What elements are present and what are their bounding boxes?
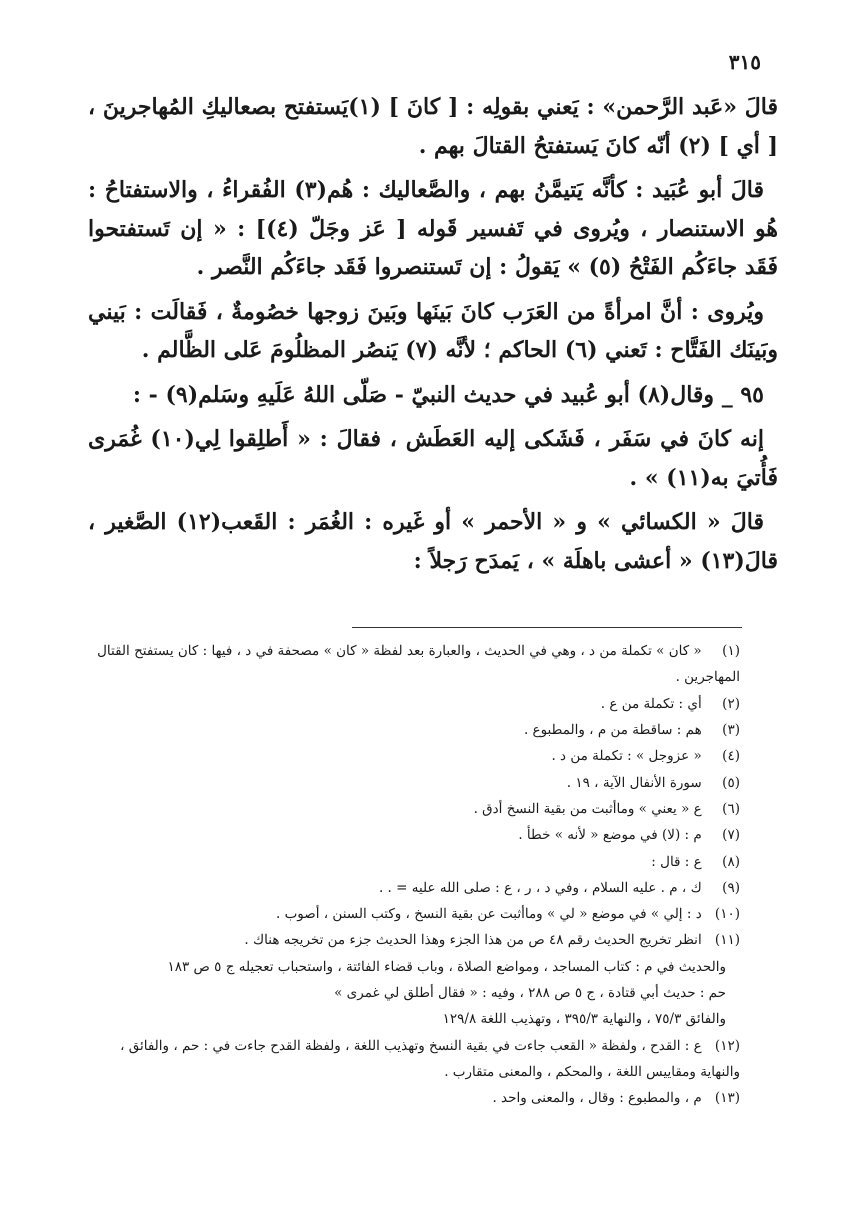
footnote-text: أي : تكملة من ع . bbox=[600, 695, 702, 712]
hadith-heading: ٩٥ _ وقال(٨) أبو عُبيد في حديث النبيّ - صَلّى اللهُ عَلَيهِ وسَلم(٩) - : bbox=[132, 381, 764, 408]
footnote-number: (١) bbox=[722, 643, 740, 659]
footnote-number: (٢) bbox=[722, 695, 740, 712]
paragraph: ويُروى : أنَّ امرأةً من العَرَب كانَ بَينَها وبَينَ زوجها خصُومةٌ ، فَقالَت : بَيني وبَينَك الفَتَّاح : تَعني (٦) الحاكم ؛ لأنَّه (٧) يَنصُر المظلُومَ عَلى الظَّالم . bbox=[88, 298, 778, 363]
footnote bbox=[96, 717, 740, 743]
footnote-text: ع « يعني » وماأثبت من بقية النسخ أدق . bbox=[473, 800, 702, 817]
footnote bbox=[96, 927, 740, 953]
footnote bbox=[96, 822, 740, 848]
footnote-number: (٨) bbox=[722, 853, 740, 870]
footnote-text: « عزوجل » : تكملة من د . bbox=[551, 748, 702, 765]
paragraph: قالَ أبو عُبَيد : كأنَّه يَتيمَّنُ بهم ، والصَّعاليك : هُم(٣) الفُقراءُ ، والاستفتاحُ : هُو الاستنصار ، ويُروى في تَفسير قَوله [ عَز وجَلّ (٤)] : « إن تَستفتحوا فَقَد جاءَكُم الفَتْحُ (٥) » يَقولُ : إن تَستنصروا فَقَد جاءَكُم النَّصر . bbox=[88, 177, 778, 280]
footnote bbox=[96, 638, 740, 691]
paragraph: قالَ « الكسائي » و « الأحمر » أو غَيره : الغُمَر : القَعب(١٢) الصَّغير ، قالَ(١٣) « أعشى باهلَة » ، يَمدَح رَجلاً : bbox=[88, 509, 778, 574]
footnote bbox=[96, 901, 740, 927]
footnotes bbox=[96, 638, 740, 1112]
footnote bbox=[96, 691, 740, 717]
footnote-number: (٤) bbox=[722, 748, 740, 765]
footnote bbox=[96, 1085, 740, 1111]
footnote-number: (١٠) bbox=[714, 906, 740, 923]
footnote-text: سورة الأنفال الآية ، ١٩ . bbox=[566, 774, 702, 791]
footnote-text: م : (لا) في موضع « لأنه » خطأ . bbox=[518, 827, 702, 844]
footnote-text: انظر تخريج الحديث رقم ٤٨ ص من هذا الجزء وهذا الحديث جزء من تخريجه هناك . bbox=[244, 932, 702, 949]
footnote-text: ك ، م . عليه السلام ، وفي د ، ر ، ع : صلى الله عليه = . . bbox=[378, 879, 702, 896]
footnote-number: (٥) bbox=[722, 774, 740, 791]
footnote bbox=[96, 849, 740, 875]
main-text bbox=[88, 88, 778, 580]
footnote-text: ع : قال : bbox=[651, 853, 702, 870]
footnote-text: م ، والمطبوع : وقال ، والمعنى واحد . bbox=[492, 1090, 702, 1107]
paragraph: إنه كانَ في سَفَر ، فَشَكى إليه العَطَش ، فقالَ : « أَطلِقوا لِي(١٠) غُمَرى فَأُتيَ به(١١) » . bbox=[88, 426, 778, 491]
footnote-number: (٧) bbox=[722, 827, 740, 844]
footnote-continuation: والفائق ٧٥/٣ ، والنهاية ٣٩٥/٣ ، وتهذيب اللغة ١٢٩/٨ bbox=[442, 1011, 726, 1028]
footnote-number: (٩) bbox=[722, 879, 740, 896]
footnote-number: (٦) bbox=[722, 800, 740, 817]
footnote-text: د : إلي » في موضع « لي » وماأثبت عن بقية النسخ ، وكتب السنن ، أصوب . bbox=[276, 906, 702, 923]
page-number: ٣١٥ bbox=[728, 50, 761, 74]
footnote-number: (١٢) bbox=[714, 1037, 740, 1054]
footnote bbox=[96, 875, 740, 901]
footnote-continuation: والحديث في م : كتاب المساجد ، ومواضع الصلاة ، وباب قضاء الفائتة ، واستحباب تعجيله ج ٥ ص ١٨٣ bbox=[167, 958, 726, 975]
footnote bbox=[96, 1033, 740, 1086]
footnote bbox=[96, 770, 740, 796]
footnote-divider bbox=[352, 627, 742, 628]
footnote-number: (١٣) bbox=[714, 1090, 740, 1107]
footnote-continuation: حم : حديث أبي قتادة ، ج ٥ ص ٢٨٨ ، وفيه : « فقال أطلق لي غمرى » bbox=[334, 985, 726, 1002]
footnote-text: هم : ساقطة من م ، والمطبوع . bbox=[523, 721, 702, 738]
footnote bbox=[96, 743, 740, 769]
footnote bbox=[96, 796, 740, 822]
footnote-text: ع : القدح ، ولفظة « القعب جاءت في بقية النسخ وتهذيب اللغة ، ولفظة القدح جاءت في : حم ، والفائق ، والنهاية ومقاييس اللغة ، والمحكم ، والمعنى متقارب . bbox=[120, 1037, 740, 1080]
footnote-number: (٣) bbox=[722, 721, 740, 738]
footnote-number: (١١) bbox=[714, 932, 740, 949]
paragraph: قالَ «عَبد الرَّحمن» : يَعني بقولِه : [ كانَ ] (١)يَستفتح بصعاليكِ المُهاجرينَ ، [ أي ] (٢) أنّه كانَ يَستفتحُ القتالَ بهم . bbox=[88, 94, 778, 159]
footnote-text: « كان » تكملة من د ، وهي في الحديث ، والعبارة بعد لفظة « كان » مصحفة في د ، فيها : كان يستفتح القتال المهاجرين . bbox=[97, 643, 740, 686]
